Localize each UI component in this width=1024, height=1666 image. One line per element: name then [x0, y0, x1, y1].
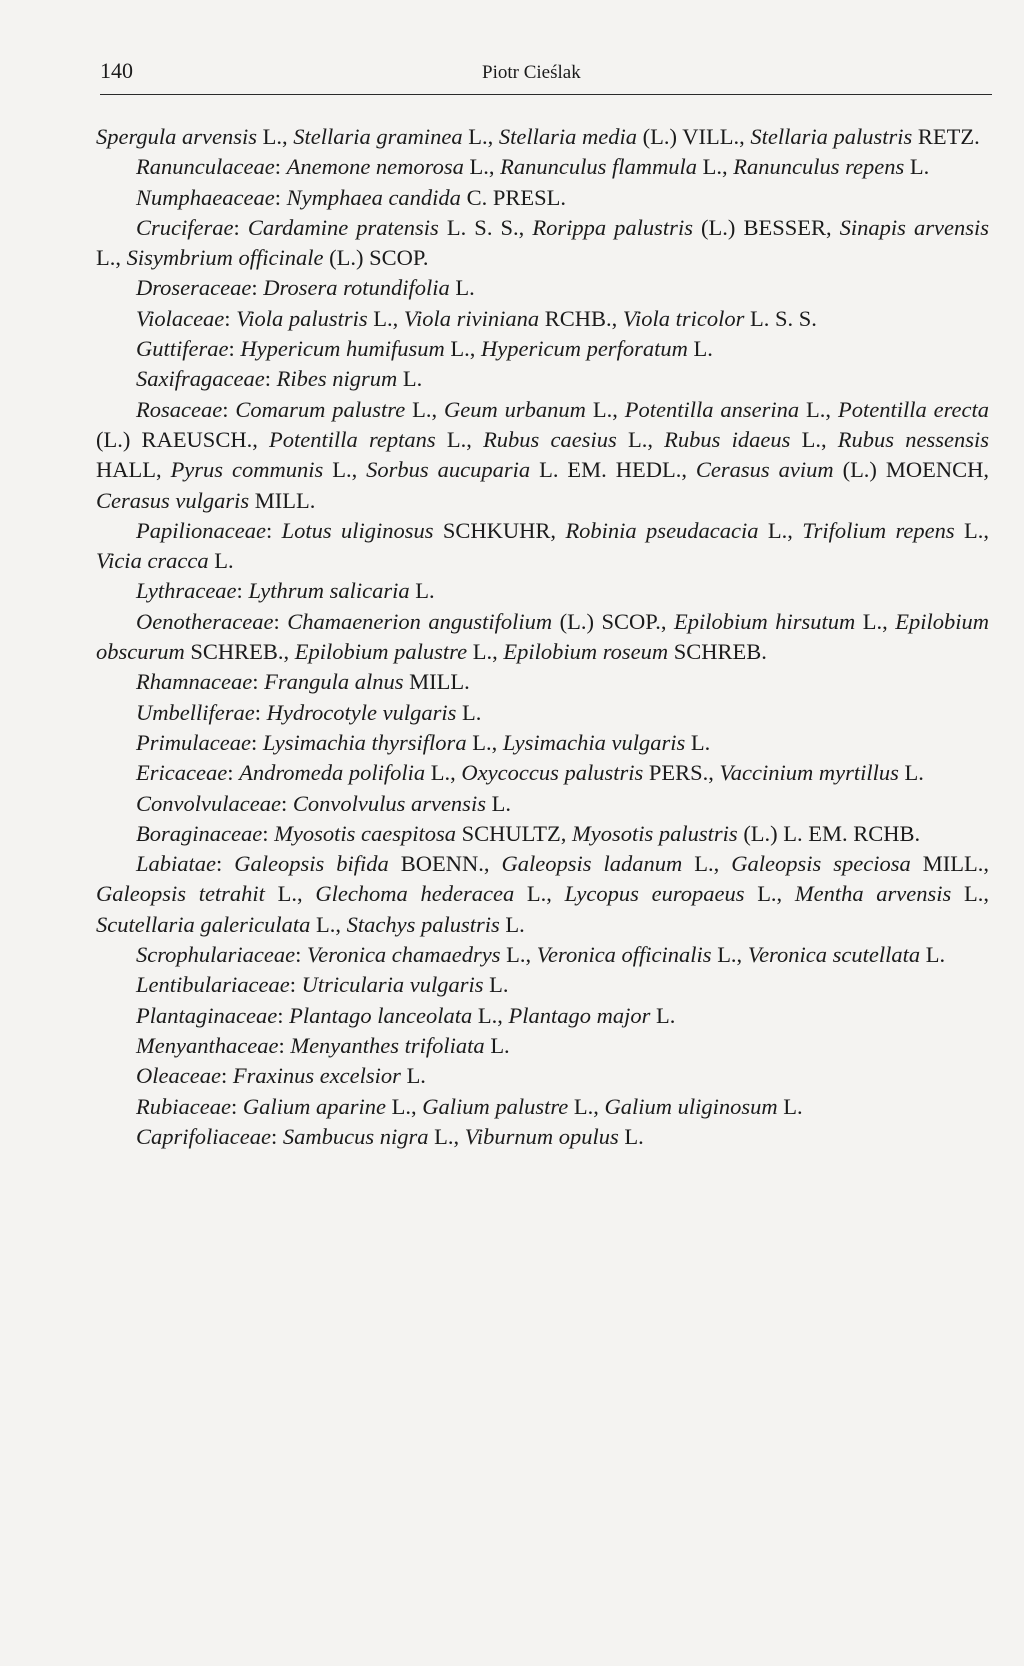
family-entry — [96, 1061, 989, 1091]
species-list — [96, 122, 989, 1152]
taxon-name: Epilobium roseum — [503, 639, 669, 665]
authority-text: (L.) BESSER, — [692, 214, 840, 240]
family-entry — [96, 1031, 989, 1061]
authority-text: L. — [400, 1063, 426, 1089]
taxon-name: Epilobium palustre — [294, 639, 468, 665]
taxon-name: Chamaenerion angustifolium — [287, 608, 553, 634]
authority-text: : — [273, 608, 288, 634]
authority-text: L., — [951, 881, 989, 907]
taxon-name: Galeopsis ladanum — [501, 851, 683, 877]
taxon-name: Galeopsis speciosa — [731, 851, 911, 877]
family-entry — [96, 183, 989, 213]
family-entry — [96, 273, 989, 303]
taxon-name: Anemone nemorosa — [286, 154, 464, 180]
authority-text: : — [224, 305, 237, 331]
authority-text: L., — [472, 1002, 509, 1028]
taxon-name: Viburnum opulus — [464, 1123, 619, 1149]
taxon-name: Convolvulaceae — [136, 790, 281, 816]
taxon-name: Lysimachia vulgaris — [502, 729, 686, 755]
taxon-name: Ranunculus flammula — [500, 154, 697, 180]
family-entry — [96, 607, 989, 668]
family-entry — [96, 970, 989, 1000]
taxon-name: Ericaceae — [136, 760, 228, 786]
authority-text: L. — [904, 154, 930, 180]
family-entry — [96, 1001, 989, 1031]
taxon-name: Galium aparine — [242, 1093, 386, 1119]
authority-text: : — [233, 214, 248, 240]
authority-text: L., — [799, 396, 838, 422]
authority-text: L., — [257, 124, 294, 149]
authority-text: : — [270, 1123, 283, 1149]
taxon-name: Galeopsis tetrahit — [96, 881, 265, 907]
authority-text: MILL. — [403, 669, 470, 695]
authority-text: L., — [425, 760, 462, 786]
taxon-name: Rubiaceae — [136, 1093, 231, 1119]
taxon-name: Galeopsis bifida — [234, 851, 389, 877]
authority-text: : — [222, 396, 236, 422]
taxon-name: Hypericum perforatum — [480, 336, 688, 362]
taxon-name: Menyanthaceae — [136, 1032, 279, 1058]
taxon-name: Boraginaceae — [136, 820, 263, 846]
authority-text: BOENN., — [388, 851, 502, 877]
authority-text: RETZ. — [912, 124, 980, 149]
taxon-name: Sorbus aucuparia — [366, 457, 531, 483]
authority-text: L. — [485, 790, 511, 816]
authority-text: L. — [920, 942, 946, 968]
authority-text: L. S. S. — [744, 305, 817, 331]
authority-text: L. — [687, 336, 713, 362]
family-entry — [96, 758, 989, 788]
family-entry — [96, 667, 989, 697]
taxon-name: Rorippa palustris — [532, 214, 693, 240]
taxon-name: Oenotheraceae — [136, 608, 274, 634]
taxon-name: Rubus caesius — [483, 426, 617, 452]
authority-text: (L.) MOENCH, — [833, 457, 990, 483]
authority-text: : — [280, 790, 293, 816]
authority-text: L., — [367, 305, 404, 331]
authority-text: : — [265, 517, 282, 543]
authority-text: : — [264, 366, 277, 392]
authority-text: L. — [484, 1032, 510, 1058]
authority-text: L., — [96, 245, 127, 271]
family-entry — [96, 516, 989, 577]
authority-text: HALL, — [96, 457, 171, 483]
authority-text: : — [289, 972, 302, 998]
authority-text: L., — [264, 881, 316, 907]
taxon-name: Ribes nigrum — [276, 366, 398, 392]
authority-text: L. — [409, 578, 435, 604]
authority-text: L. — [456, 699, 482, 725]
authority-text: : — [216, 851, 235, 877]
taxon-name: Sambucus nigra — [282, 1123, 429, 1149]
authority-text: L., — [758, 517, 803, 543]
taxon-name: Galium uliginosum — [604, 1093, 778, 1119]
taxon-name: Caprifoliaceae — [136, 1123, 271, 1149]
taxon-name: Utricularia vulgaris — [301, 972, 484, 998]
taxon-name: Umbelliferae — [136, 699, 255, 725]
taxon-name: Numphaeaceae — [136, 184, 275, 210]
authority-text: L., — [463, 154, 501, 180]
taxon-name: Oleaceae — [136, 1063, 221, 1089]
authority-text: (L.) SCOP. — [323, 245, 429, 271]
authority-text: L., — [855, 608, 896, 634]
taxon-name: Convolvulus arvensis — [292, 790, 486, 816]
taxon-name: Guttiferae — [136, 336, 229, 362]
family-entry — [96, 334, 989, 364]
authority-text: L. — [499, 911, 525, 937]
authority-text: L. — [898, 760, 924, 786]
page-number: 140 — [100, 58, 133, 83]
authority-text: : — [236, 578, 249, 604]
family-entry — [96, 152, 989, 182]
taxon-name: Potentilla reptans — [269, 426, 436, 452]
taxon-name: Rosaceae — [136, 396, 223, 422]
authority-text: L., — [428, 1123, 465, 1149]
authority-text: : — [220, 1063, 233, 1089]
authority-text: L. — [208, 548, 234, 574]
authority-text: L., — [514, 881, 565, 907]
taxon-name: Veronica scutellata — [747, 942, 921, 968]
taxon-name: Hydrocotyle vulgaris — [266, 699, 457, 725]
authority-text: L., — [696, 154, 734, 180]
authority-text: : — [277, 1002, 290, 1028]
taxon-name: Pyrus communis — [170, 457, 324, 483]
family-entry — [96, 698, 989, 728]
taxon-name: Ranunculus repens — [733, 154, 905, 180]
taxon-name: Rhamnaceae — [136, 669, 253, 695]
taxon-name: Stachys palustris — [346, 911, 500, 937]
authority-text: : — [251, 275, 264, 301]
family-entry — [96, 1092, 989, 1122]
taxon-name: Stellaria palustris — [750, 124, 913, 149]
authority-text: L. EM. HEDL., — [530, 457, 696, 483]
authority-text: L., — [585, 396, 625, 422]
authority-text: : — [278, 1032, 291, 1058]
authority-text: : — [262, 820, 275, 846]
taxon-name: Fraxinus excelsior — [232, 1063, 401, 1089]
taxon-name: Vicia cracca — [96, 548, 209, 574]
authority-text: SCHREB. — [668, 639, 767, 665]
taxon-name: Geum urbanum — [444, 396, 586, 422]
taxon-name: Myosotis palustris — [572, 820, 738, 846]
taxon-name: Rubus nessensis — [837, 426, 989, 452]
taxon-name: Cerasus avium — [695, 457, 834, 483]
taxon-name: Scutellaria galericulata — [96, 911, 311, 937]
authority-text: L., — [466, 729, 503, 755]
taxon-name: Potentilla anserina — [624, 396, 800, 422]
authority-text: : — [230, 1093, 243, 1119]
taxon-name: Plantaginaceae — [136, 1002, 278, 1028]
family-entry — [96, 395, 989, 516]
authority-text: L., — [616, 426, 665, 452]
authority-text: L., — [954, 517, 989, 543]
taxon-name: Frangula alnus — [264, 669, 404, 695]
taxon-name: Glechoma hederacea — [315, 881, 515, 907]
taxon-name: Comarum palustre — [235, 396, 406, 422]
taxon-name: Cerasus vulgaris — [96, 487, 250, 513]
authority-text: (L.) VILL., — [637, 124, 751, 149]
taxon-name: Hypericum humifusum — [240, 336, 445, 362]
authority-text: L., — [744, 881, 795, 907]
authority-text: L., — [467, 639, 504, 665]
family-entry — [96, 1122, 989, 1152]
family-entry — [96, 849, 989, 940]
authority-text: L., — [310, 911, 347, 937]
taxon-name: Nymphaea candida — [286, 184, 461, 210]
family-entry — [96, 576, 989, 606]
taxon-name: Sisymbrium officinale — [126, 245, 324, 271]
taxon-name: Papilionaceae — [136, 517, 266, 543]
authority-text: L. — [397, 366, 423, 392]
authority-text: : — [227, 760, 240, 786]
taxon-name: Potentilla erecta — [837, 396, 989, 422]
taxon-name: Veronica chamaedrys — [307, 942, 501, 968]
authority-text: RCHB., — [539, 305, 623, 331]
taxon-name: Stellaria media — [498, 124, 638, 149]
taxon-name: Spergula arvensis — [96, 124, 258, 149]
taxon-name: Epilobium hirsutum — [674, 608, 856, 634]
taxon-name: Ranunculaceae — [136, 154, 275, 180]
family-entry — [96, 819, 989, 849]
taxon-name: Mentha arvensis — [794, 881, 952, 907]
authority-text: L., — [462, 124, 499, 149]
authority-text: L. — [618, 1123, 644, 1149]
authority-text: : — [252, 669, 265, 695]
taxon-name: Droseraceae — [136, 275, 252, 301]
authority-text: L. — [685, 729, 711, 755]
taxon-name: Menyanthes trifoliata — [290, 1032, 485, 1058]
authority-text: L., — [568, 1093, 605, 1119]
taxon-name: Viola riviniana — [403, 305, 540, 331]
taxon-name: Rubus idaeus — [664, 426, 791, 452]
taxon-name: Stellaria graminea — [293, 124, 463, 149]
family-entry — [96, 304, 989, 334]
authority-text: L., — [790, 426, 838, 452]
taxon-name: Galium palustre — [422, 1093, 569, 1119]
authority-text: L. — [777, 1093, 803, 1119]
authority-text: SCHREB., — [184, 639, 295, 665]
authority-text: (L.) SCOP., — [552, 608, 675, 634]
authority-text: MILL., — [910, 851, 989, 877]
taxon-name: Sinapis arvensis — [839, 214, 989, 240]
taxon-name: Saxifragaceae — [136, 366, 265, 392]
authority-text: (L.) L. EM. RCHB. — [737, 820, 921, 846]
authority-text: L., — [711, 942, 748, 968]
taxon-name: Labiatae — [136, 851, 217, 877]
authority-text: : — [228, 336, 241, 362]
taxon-name: Primulaceae — [136, 729, 251, 755]
authority-text: SCHKUHR, — [433, 517, 566, 543]
taxon-name: Lythrum salicaria — [248, 578, 410, 604]
running-head-author: Piotr Cieślak — [482, 62, 581, 83]
authority-text: L., — [500, 942, 537, 968]
authority-text: : — [254, 699, 267, 725]
taxon-name: Lotus uliginosus — [281, 517, 434, 543]
taxon-name: Viola tricolor — [622, 305, 745, 331]
family-entry — [96, 213, 989, 274]
family-entry — [96, 789, 989, 819]
family-entry — [96, 940, 989, 970]
family-entry — [96, 728, 989, 758]
taxon-name: Robinia pseudacacia — [565, 517, 759, 543]
taxon-name: Violaceae — [136, 305, 225, 331]
taxon-name: Epilobium obscurum — [96, 608, 989, 665]
taxon-name: Viola palustris — [236, 305, 368, 331]
taxon-name: Lentibulariaceae — [136, 972, 290, 998]
taxon-name: Plantago major — [508, 1002, 651, 1028]
taxon-name: Drosera rotundifolia — [263, 275, 450, 301]
authority-text: L. — [650, 1002, 676, 1028]
taxon-name: Oxycoccus palustris — [461, 760, 644, 786]
family-entry — [96, 122, 989, 152]
taxon-name: Veronica officinalis — [536, 942, 712, 968]
header-rule — [100, 94, 992, 95]
authority-text: (L.) RAEUSCH., — [96, 426, 270, 452]
authority-text: L., — [444, 336, 481, 362]
authority-text: : — [295, 942, 308, 968]
taxon-name: Andromeda polifolia — [239, 760, 426, 786]
authority-text: SCHULTZ, — [455, 820, 573, 846]
authority-text: L., — [682, 851, 732, 877]
taxon-name: Lycopus europaeus — [564, 881, 745, 907]
taxon-name: Scrophulariaceae — [136, 942, 296, 968]
authority-text: L., — [385, 1093, 423, 1119]
authority-text: MILL. — [249, 487, 316, 513]
taxon-name: Vaccinium myrtillus — [719, 760, 899, 786]
taxon-name: Myosotis caespitosa — [274, 820, 456, 846]
taxon-name: Plantago lanceolata — [289, 1002, 473, 1028]
authority-text: L. S. S., — [438, 214, 533, 240]
taxon-name: Lythraceae — [136, 578, 237, 604]
authority-text: L. — [449, 275, 475, 301]
authority-text: L., — [435, 426, 484, 452]
taxon-name: Cardamine pratensis — [247, 214, 439, 240]
family-entry — [96, 364, 989, 394]
authority-text: L., — [405, 396, 445, 422]
authority-text: C. PRESL. — [460, 184, 566, 210]
authority-text: : — [250, 729, 263, 755]
authority-text: : — [274, 184, 287, 210]
taxon-name: Trifolium repens — [802, 517, 955, 543]
taxon-name: Lysimachia thyrsiflora — [262, 729, 467, 755]
authority-text: PERS., — [643, 760, 720, 786]
taxon-name: Cruciferae — [136, 214, 234, 240]
authority-text: : — [274, 154, 287, 180]
authority-text: L., — [323, 457, 367, 483]
authority-text: L. — [483, 972, 509, 998]
running-head — [100, 58, 992, 98]
